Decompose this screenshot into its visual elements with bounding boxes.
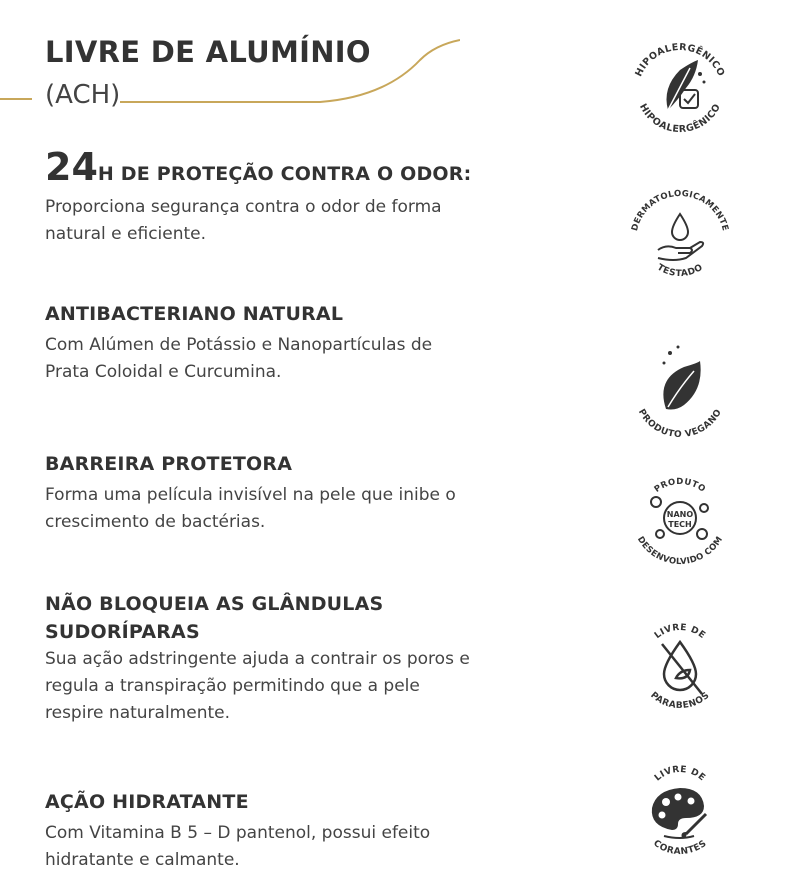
badge-vegan (620, 333, 740, 453)
page-title: LIVRE DE ALUMÍNIO (45, 35, 371, 69)
feature-desc-line: hidratante e calmante. (45, 850, 240, 870)
badge-center-line: TECH (668, 520, 692, 529)
badge-bottom-text: TESTADO (655, 262, 705, 280)
svg-text:PARABENOS (648, 690, 711, 711)
feature-odor-protection (45, 145, 565, 248)
feature-title (45, 590, 565, 646)
feature-desc-line: crescimento de bactérias. (45, 512, 266, 532)
header (0, 30, 520, 130)
svg-text:LIVRE DE (653, 623, 707, 641)
badge-center-line: NANO (666, 510, 694, 519)
feature-hydrating (45, 788, 565, 874)
feature-desc-line: Forma uma película invisível na pele que inibe o (45, 485, 456, 505)
badge-nanotech (620, 460, 740, 580)
badge-bottom-text: PARABENOS (648, 690, 712, 712)
feature-title-number: 24 (45, 145, 98, 189)
paraben-free-icon (662, 642, 702, 694)
dermatological-hand-drop-icon (658, 214, 703, 260)
feature-desc-line: natural e eficiente. (45, 224, 207, 244)
feature-desc-line: Com Alúmen de Potássio e Nanopartículas de (45, 335, 433, 355)
feature-title (45, 145, 565, 196)
badge-colorant-free (620, 752, 740, 872)
feature-desc-line: regula a transpiração permitindo que a pele (45, 676, 420, 696)
badge-bottom-text: HIPOALERGÊNICO (636, 101, 724, 136)
page-subtitle: (ACH) (45, 80, 121, 110)
badge-top-text: HIPOALERGÊNICO (633, 41, 727, 79)
badge-top-text: DERMATOLOGICAMENTE (629, 188, 731, 233)
gold-line-left (0, 98, 32, 100)
feature-desc-line: Sua ação adstringente ajuda a contrair os poros e (45, 649, 470, 669)
feature-antibacterial (45, 300, 565, 386)
feature-description (45, 482, 565, 536)
badge-top-text: PRODUTO (652, 476, 708, 495)
feature-protective-barrier (45, 450, 565, 536)
svg-text:DERMATOLOGICAMENTE (630, 189, 730, 232)
feature-description (45, 194, 565, 248)
svg-text:TESTADO (655, 263, 705, 280)
badge-hypoallergenic (620, 30, 740, 150)
vegan-leaf-icon (663, 346, 701, 410)
svg-text:CORANTES (651, 839, 709, 858)
feature-desc-line: Prata Coloidal e Curcumina. (45, 362, 282, 382)
gold-curve-decoration (120, 35, 460, 115)
badge-top-text: LIVRE DE (652, 622, 708, 642)
badge-top-text: LIVRE DE (652, 764, 708, 784)
hypoallergenic-feather-icon (667, 60, 706, 110)
svg-text:PRODUTO VEGANO (636, 408, 724, 441)
feature-title-rest: H DE PROTEÇÃO CONTRA O ODOR: (97, 163, 472, 185)
feature-title: BARREIRA PROTETORA (45, 453, 293, 475)
feature-description (45, 332, 565, 386)
badge-paraben-free (620, 608, 740, 728)
svg-text:PRODUTO (653, 477, 708, 495)
feature-title: ANTIBACTERIANO NATURAL (45, 303, 344, 325)
feature-desc-line: Proporciona segurança contra o odor de forma (45, 197, 442, 217)
svg-text:LIVRE DE (653, 765, 707, 784)
svg-text:DESENVOLVIDO COM (635, 535, 725, 567)
feature-title-line: SUDORÍPARAS (45, 621, 200, 643)
badge-bottom-text: PRODUTO VEGANO (635, 407, 725, 441)
feature-desc-line: respire naturalmente. (45, 703, 231, 723)
badge-dermatologically-tested (620, 178, 740, 298)
badge-bottom-text: CORANTES (651, 838, 709, 858)
feature-description (45, 820, 565, 874)
feature-description (45, 646, 565, 727)
feature-title: AÇÃO HIDRATANTE (45, 791, 249, 813)
badge-bottom-text: DESENVOLVIDO COM (634, 534, 726, 568)
feature-sweat-glands (45, 590, 565, 727)
colorant-free-palette-icon (652, 788, 706, 838)
feature-desc-line: Com Vitamina B 5 – D pantenol, possui efeito (45, 823, 431, 843)
feature-title-line: NÃO BLOQUEIA AS GLÂNDULAS (45, 593, 384, 615)
